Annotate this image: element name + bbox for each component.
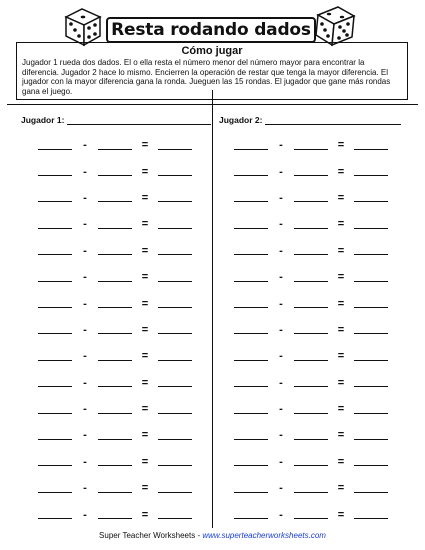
equals-sign: =: [337, 376, 345, 389]
minus-sign: -: [279, 139, 283, 152]
subtrahend-blank[interactable]: [294, 510, 328, 519]
minus-sign: -: [279, 376, 283, 389]
subtrahend-blank[interactable]: [294, 273, 328, 282]
subtraction-row: [38, 317, 192, 343]
minus-sign: -: [279, 244, 283, 257]
difference-blank[interactable]: [354, 457, 388, 466]
page-title: Resta rodando dados: [106, 17, 316, 43]
minuend-blank[interactable]: [234, 405, 268, 414]
subtrahend-blank[interactable]: [98, 325, 132, 334]
minus-sign: -: [83, 297, 87, 310]
difference-blank[interactable]: [354, 193, 388, 202]
minuend-blank[interactable]: [234, 510, 268, 519]
minuend-blank[interactable]: [38, 325, 72, 334]
minus-sign: -: [83, 191, 87, 204]
minus-sign: -: [83, 244, 87, 257]
difference-blank[interactable]: [354, 431, 388, 440]
equals-sign: =: [337, 139, 345, 152]
minuend-blank[interactable]: [38, 431, 72, 440]
subtraction-row: [38, 290, 192, 316]
difference-blank[interactable]: [158, 352, 192, 361]
difference-blank[interactable]: [158, 220, 192, 229]
equals-sign: =: [141, 403, 149, 416]
player-1-name-line[interactable]: [67, 115, 211, 125]
instructions-title: Cómo jugar: [181, 45, 243, 57]
subtraction-row: [234, 132, 388, 158]
equals-sign: =: [337, 429, 345, 442]
subtraction-row: [38, 475, 192, 501]
subtraction-row: [234, 449, 388, 475]
equals-sign: =: [337, 323, 345, 336]
minus-sign: -: [83, 271, 87, 284]
minus-sign: -: [279, 403, 283, 416]
instructions-text: Jugador 1 rueda dos dados. El o ella resta el número menor del número mayor para encontrar la diferencia. Jugador 2 hace lo mismo. Encierren la operación de restar que tenga la mayor diferencia. El jugador con la mayor diferencia gana la ronda. Jueguen las 15 rondas. El jugador que gane más rondas gana el juego.: [22, 58, 391, 96]
subtraction-row: [38, 185, 192, 211]
subtraction-row: [38, 396, 192, 422]
minuend-blank[interactable]: [38, 484, 72, 493]
subtraction-row: [234, 211, 388, 237]
subtrahend-blank[interactable]: [98, 378, 132, 387]
minus-sign: -: [83, 139, 87, 152]
subtraction-row: [38, 264, 192, 290]
equals-sign: =: [337, 165, 345, 178]
difference-blank[interactable]: [158, 141, 192, 150]
subtraction-row: [38, 158, 192, 184]
subtraction-row: [234, 343, 388, 369]
player-1-rounds: [38, 132, 192, 528]
minus-sign: -: [279, 218, 283, 231]
minuend-blank[interactable]: [38, 405, 72, 414]
minuend-blank[interactable]: [38, 246, 72, 255]
equals-sign: =: [141, 323, 149, 336]
difference-blank[interactable]: [158, 193, 192, 202]
difference-blank[interactable]: [158, 378, 192, 387]
minuend-blank[interactable]: [234, 193, 268, 202]
subtraction-row: [234, 370, 388, 396]
difference-blank[interactable]: [354, 405, 388, 414]
subtrahend-blank[interactable]: [294, 405, 328, 414]
equals-sign: =: [337, 455, 345, 468]
subtrahend-blank[interactable]: [98, 431, 132, 440]
subtrahend-blank[interactable]: [98, 220, 132, 229]
difference-blank[interactable]: [354, 325, 388, 334]
minus-sign: -: [83, 218, 87, 231]
subtraction-row: [234, 264, 388, 290]
subtraction-row: [234, 475, 388, 501]
subtrahend-blank[interactable]: [98, 273, 132, 282]
subtraction-row: [234, 317, 388, 343]
subtrahend-blank[interactable]: [98, 510, 132, 519]
equals-sign: =: [141, 191, 149, 204]
difference-blank[interactable]: [158, 299, 192, 308]
minus-sign: -: [279, 482, 283, 495]
minus-sign: -: [279, 271, 283, 284]
difference-blank[interactable]: [158, 405, 192, 414]
subtrahend-blank[interactable]: [98, 246, 132, 255]
subtrahend-blank[interactable]: [294, 325, 328, 334]
subtraction-row: [38, 238, 192, 264]
minus-sign: -: [279, 297, 283, 310]
subtrahend-blank[interactable]: [294, 141, 328, 150]
subtrahend-blank[interactable]: [294, 431, 328, 440]
subtrahend-blank[interactable]: [294, 220, 328, 229]
footer-separator: -: [195, 531, 203, 540]
subtraction-row: [234, 238, 388, 264]
minus-sign: -: [83, 429, 87, 442]
footer: [0, 531, 425, 540]
minus-sign: -: [279, 429, 283, 442]
minus-sign: -: [279, 455, 283, 468]
subtraction-row: [38, 501, 192, 527]
equals-sign: =: [141, 376, 149, 389]
minus-sign: -: [279, 350, 283, 363]
minuend-blank[interactable]: [38, 299, 72, 308]
subtraction-row: [234, 158, 388, 184]
difference-blank[interactable]: [158, 246, 192, 255]
equals-sign: =: [141, 350, 149, 363]
equals-sign: =: [337, 403, 345, 416]
minus-sign: -: [279, 508, 283, 521]
minus-sign: -: [279, 165, 283, 178]
subtrahend-blank[interactable]: [294, 378, 328, 387]
difference-blank[interactable]: [158, 510, 192, 519]
player-1-label-text: Jugador 1:: [21, 115, 65, 125]
minuend-blank[interactable]: [38, 193, 72, 202]
equals-sign: =: [141, 455, 149, 468]
equals-sign: =: [141, 508, 149, 521]
difference-blank[interactable]: [354, 510, 388, 519]
equals-sign: =: [141, 165, 149, 178]
difference-blank[interactable]: [354, 352, 388, 361]
subtrahend-blank[interactable]: [98, 457, 132, 466]
subtrahend-blank[interactable]: [294, 352, 328, 361]
difference-blank[interactable]: [354, 378, 388, 387]
difference-blank[interactable]: [158, 325, 192, 334]
player-2-name-line[interactable]: [265, 115, 401, 125]
difference-blank[interactable]: [354, 273, 388, 282]
subtrahend-blank[interactable]: [294, 193, 328, 202]
equals-sign: =: [337, 297, 345, 310]
minus-sign: -: [83, 323, 87, 336]
minuend-blank[interactable]: [234, 352, 268, 361]
difference-blank[interactable]: [354, 167, 388, 176]
minuend-blank[interactable]: [38, 220, 72, 229]
difference-blank[interactable]: [158, 273, 192, 282]
minuend-blank[interactable]: [234, 273, 268, 282]
minuend-blank[interactable]: [234, 378, 268, 387]
subtraction-row: [38, 370, 192, 396]
minuend-blank[interactable]: [234, 457, 268, 466]
subtraction-row: [234, 422, 388, 448]
minuend-blank[interactable]: [38, 352, 72, 361]
minuend-blank[interactable]: [234, 167, 268, 176]
player-2-label: [219, 115, 401, 125]
minus-sign: -: [83, 350, 87, 363]
equals-sign: =: [337, 244, 345, 257]
subtrahend-blank[interactable]: [98, 141, 132, 150]
equals-sign: =: [337, 350, 345, 363]
difference-blank[interactable]: [158, 431, 192, 440]
difference-blank[interactable]: [158, 484, 192, 493]
subtrahend-blank[interactable]: [98, 484, 132, 493]
player-2-label-text: Jugador 2:: [219, 115, 263, 125]
minuend-blank[interactable]: [38, 457, 72, 466]
minuend-blank[interactable]: [234, 141, 268, 150]
player-1-label: [21, 115, 211, 125]
equals-sign: =: [337, 218, 345, 231]
subtrahend-blank[interactable]: [294, 167, 328, 176]
minus-sign: -: [83, 455, 87, 468]
difference-blank[interactable]: [158, 457, 192, 466]
subtrahend-blank[interactable]: [98, 352, 132, 361]
subtraction-row: [38, 422, 192, 448]
subtrahend-blank[interactable]: [294, 246, 328, 255]
minus-sign: -: [279, 191, 283, 204]
equals-sign: =: [141, 429, 149, 442]
minuend-blank[interactable]: [38, 141, 72, 150]
equals-sign: =: [337, 482, 345, 495]
minuend-blank[interactable]: [234, 431, 268, 440]
subtrahend-blank[interactable]: [294, 299, 328, 308]
minus-sign: -: [83, 165, 87, 178]
equals-sign: =: [141, 271, 149, 284]
footer-brand: Super Teacher Worksheets: [99, 531, 196, 540]
equals-sign: =: [141, 139, 149, 152]
equals-sign: =: [337, 508, 345, 521]
subtraction-row: [234, 396, 388, 422]
minus-sign: -: [83, 508, 87, 521]
difference-blank[interactable]: [354, 141, 388, 150]
subtraction-row: [38, 449, 192, 475]
subtraction-row: [38, 132, 192, 158]
vertical-divider: [212, 90, 213, 528]
subtraction-row: [38, 343, 192, 369]
difference-blank[interactable]: [354, 299, 388, 308]
minuend-blank[interactable]: [38, 378, 72, 387]
minuend-blank[interactable]: [234, 246, 268, 255]
subtrahend-blank[interactable]: [98, 405, 132, 414]
equals-sign: =: [141, 218, 149, 231]
subtraction-row: [234, 290, 388, 316]
equals-sign: =: [141, 482, 149, 495]
subtraction-row: [234, 185, 388, 211]
minus-sign: -: [83, 403, 87, 416]
minuend-blank[interactable]: [234, 325, 268, 334]
difference-blank[interactable]: [354, 246, 388, 255]
minus-sign: -: [279, 323, 283, 336]
subtrahend-blank[interactable]: [98, 299, 132, 308]
subtraction-row: [234, 501, 388, 527]
minuend-blank[interactable]: [38, 167, 72, 176]
subtrahend-blank[interactable]: [294, 484, 328, 493]
minuend-blank[interactable]: [38, 273, 72, 282]
minuend-blank[interactable]: [38, 510, 72, 519]
footer-url[interactable]: www.superteacherworksheets.com: [202, 531, 326, 540]
equals-sign: =: [141, 244, 149, 257]
equals-sign: =: [337, 271, 345, 284]
subtrahend-blank[interactable]: [98, 167, 132, 176]
subtraction-row: [38, 211, 192, 237]
player-2-rounds: [234, 132, 388, 528]
equals-sign: =: [141, 297, 149, 310]
minuend-blank[interactable]: [234, 299, 268, 308]
minus-sign: -: [83, 482, 87, 495]
subtrahend-blank[interactable]: [98, 193, 132, 202]
minuend-blank[interactable]: [234, 220, 268, 229]
difference-blank[interactable]: [354, 220, 388, 229]
equals-sign: =: [337, 191, 345, 204]
difference-blank[interactable]: [354, 484, 388, 493]
minus-sign: -: [83, 376, 87, 389]
difference-blank[interactable]: [158, 167, 192, 176]
minuend-blank[interactable]: [234, 484, 268, 493]
subtrahend-blank[interactable]: [294, 457, 328, 466]
